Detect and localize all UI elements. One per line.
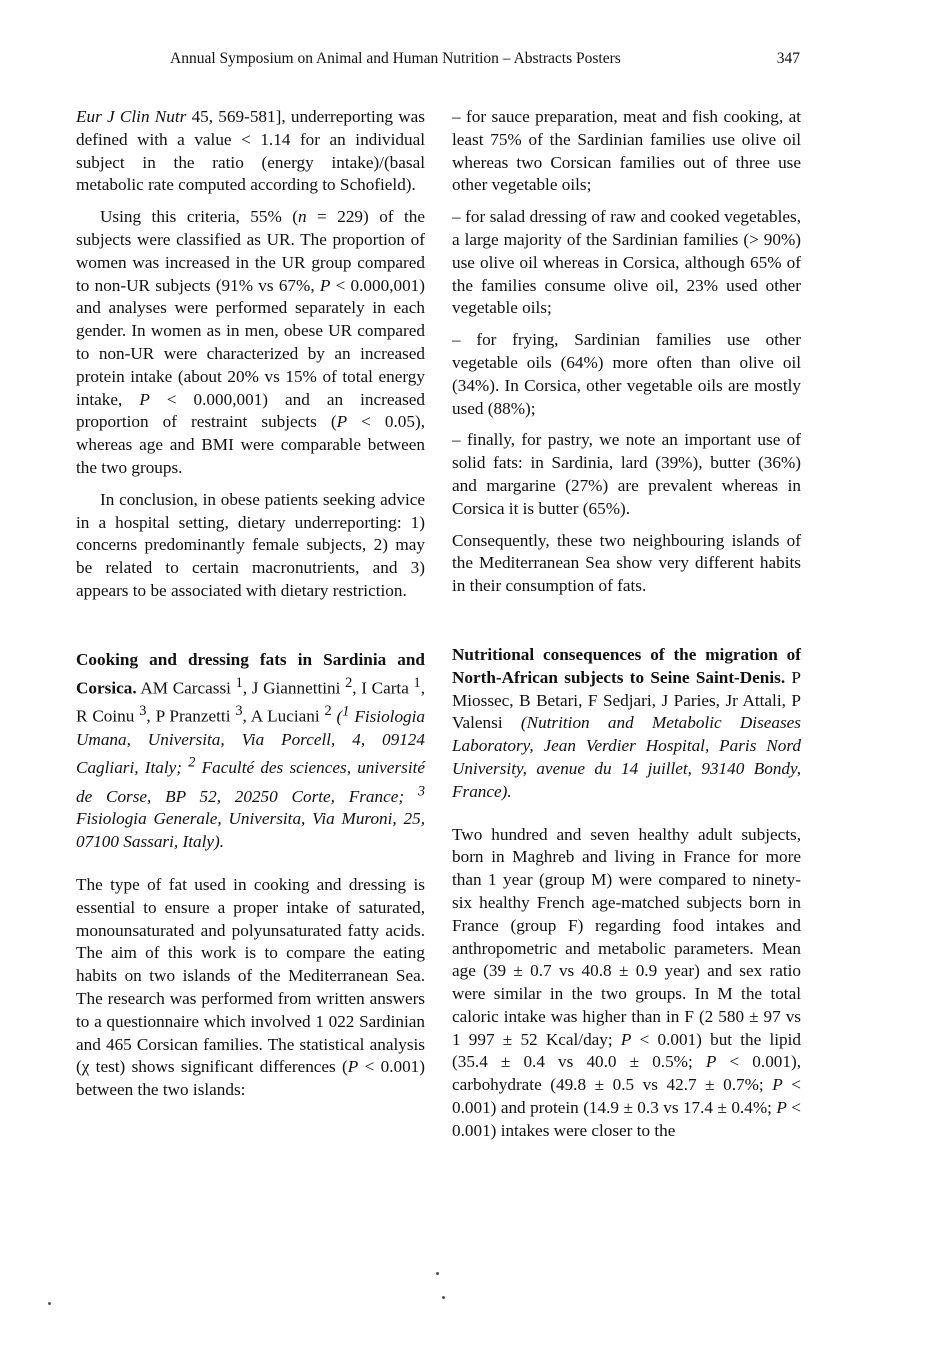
list-item: – finally, for pastry, we note an important use of solid fats: in Sardinia, lard (39%), butter (36%) and margarine (27%) are prevalent whereas in Corsica it is butter (65%). (452, 430, 801, 518)
list-item: – for sauce preparation, meat and fish cooking, at least 75% of the Sardinian families use olive oil whereas two Corsican families out of three use other vegetable oils; (452, 107, 801, 195)
abstract-heading: Nutritional consequences of the migration of North-African subjects to Seine Saint-Denis. P Miossec, B Betari, F Sedjari, J Paries, Jr Attali, P Valensi (Nutrition and Metabolic Diseases Laboratory, Jean Verdier Hospital, Paris Nord University, avenue du 14 juillet, 93140 Bondy, France). (452, 644, 801, 801)
paragraph-conclusion: Consequently, these two neighbouring islands of the Mediterranean Sea show very different habits in their consumption of fats. (452, 530, 801, 596)
abstract-heading: Cooking and dressing fats in Sardinia and Corsica. AM Carcassi $^1$, J Giannettini $^2$, I Carta $^1$, R Coinu $^3$, P Pranzetti $^3$, A Luciani $^2$ ($^1$ Fisiologia Umana, Universita, Via Porcell, 4, 09124 Cagliari, Italy; $^2$ Faculté des sciences, université de Corse, BP 52, 20250 Corte, France; $^3$ Fisiologia Generale, Universita, Via Muroni, 25, 07100 Sassari, Italy). (76, 649, 425, 852)
journal-reference: Eur J Clin Nutr (76, 107, 187, 126)
abstract-body: Two hundred and seven healthy adult subjects, born in Maghreb and living in France for more than 1 year (group M) were compared to ninety-six healthy French age-matched subjects born in France (group F) regarding food intakes and anthropometric and metabolic parameters. Mean age (39 ± 0.7 vs 40.8 ± 0.9 year) and sex ratio were similar in the two groups. In M the total caloric intake was higher than in F (2 580 ± 97 vs 1 997 ± 52 Kcal/day; P < 0.001) but the lipid (35.4 ± 0.4 vs 40.0 ± 0.5%; P < 0.001), carbohydrate (49.8 ± 0.5 vs 42.7 ± 0.7%; P < 0.001) and protein (14.9 ± 0.3 vs 17.4 ± 0.4%; P < 0.001) intakes were closer to the (452, 824, 802, 1140)
left-column (76, 106, 425, 1102)
scan-speck (48, 1302, 51, 1305)
abstract-separator (452, 598, 801, 644)
abstract-separator (76, 603, 425, 649)
running-header (170, 50, 800, 74)
abstract-body: The type of fat used in cooking and dressing is essential to ensure a proper intake of saturated, monounsaturated and polyunsaturated fatty acids. The aim of this work is to compare the eating habits on two islands of the Mediterranean Sea. The research was performed from written answers to a questionnaire which involved 1 022 Sardinian and 465 Corsican families. The statistical analysis (χ test) shows significant differences (P < 0.001) between the two islands: (76, 875, 425, 1100)
abstract-title: Nutritional consequences of the migration of North-African subjects to Seine Saint-Denis. (452, 644, 801, 687)
scan-speck (436, 1272, 439, 1275)
page-number: 347 (776, 50, 800, 67)
paragraph-conclusion: In conclusion, in obese patients seeking advice in a hospital setting, dietary underreporting: 1) concerns predominantly female subjects, 2) may be related to certain macronutrients, and 3) appears to be associated with dietary restriction. (76, 489, 425, 600)
list-item: – for frying, Sardinian families use other vegetable oils (64%) more often than olive oil (34%). In Corsica, other vegetable oils are mostly used (88%); (452, 330, 801, 418)
paragraph-results: Using this criteria, 55% (n = 229) of the subjects were classified as UR. The proportion of women was increased in the UR group compared to non-UR subjects (91% vs 67%, P < 0.000,001) and analyses were performed separately in each gender. In women as in men, obese UR compared to non-UR were characterized by an increased protein intake (about 20% vs 15% of total energy intake, P < 0.000,001) and an increased proportion of restraint subjects (P < 0.05), whereas age and BMI were comparable between the two groups. (76, 207, 425, 477)
abstract-title: Cooking and dressing fats in Sardinia and Corsica. (76, 649, 425, 698)
paragraph-continued: Eur J Clin Nutr 45, 569-581], underreporting was defined with a value < 1.14 for an individual subject in the ratio (energy intake)/(basal metabolic rate computed according to Schofield). (76, 107, 425, 195)
running-title: Annual Symposium on Animal and Human Nutrition – Abstracts Posters (170, 50, 621, 67)
heading-gap (452, 804, 801, 824)
right-column (452, 106, 801, 1143)
affiliations: ($^1$ Fisiologia Umana, Universita, Via Porcell, 4, 09124 Cagliari, Italy; $^2$ Faculté des sciences, université de Corse, BP 52, 20250 Corte, France; $^3$ Fisiologia Generale, Universita, Via Muroni, 25, 07100 Sassari, Italy). (76, 703, 425, 852)
affiliations: (Nutrition and Metabolic Diseases Laboratory, Jean Verdier Hospital, Paris Nord University, avenue du 14 juillet, 93140 Bondy, France). (452, 713, 801, 801)
scan-speck (442, 1296, 445, 1299)
list-item: – for salad dressing of raw and cooked vegetables, a large majority of the Sardinian families (> 90%) use olive oil whereas in Corsica, although 65% of the families consume olive oil, 23% used other vegetable oils; (452, 207, 801, 318)
heading-gap (76, 854, 425, 874)
